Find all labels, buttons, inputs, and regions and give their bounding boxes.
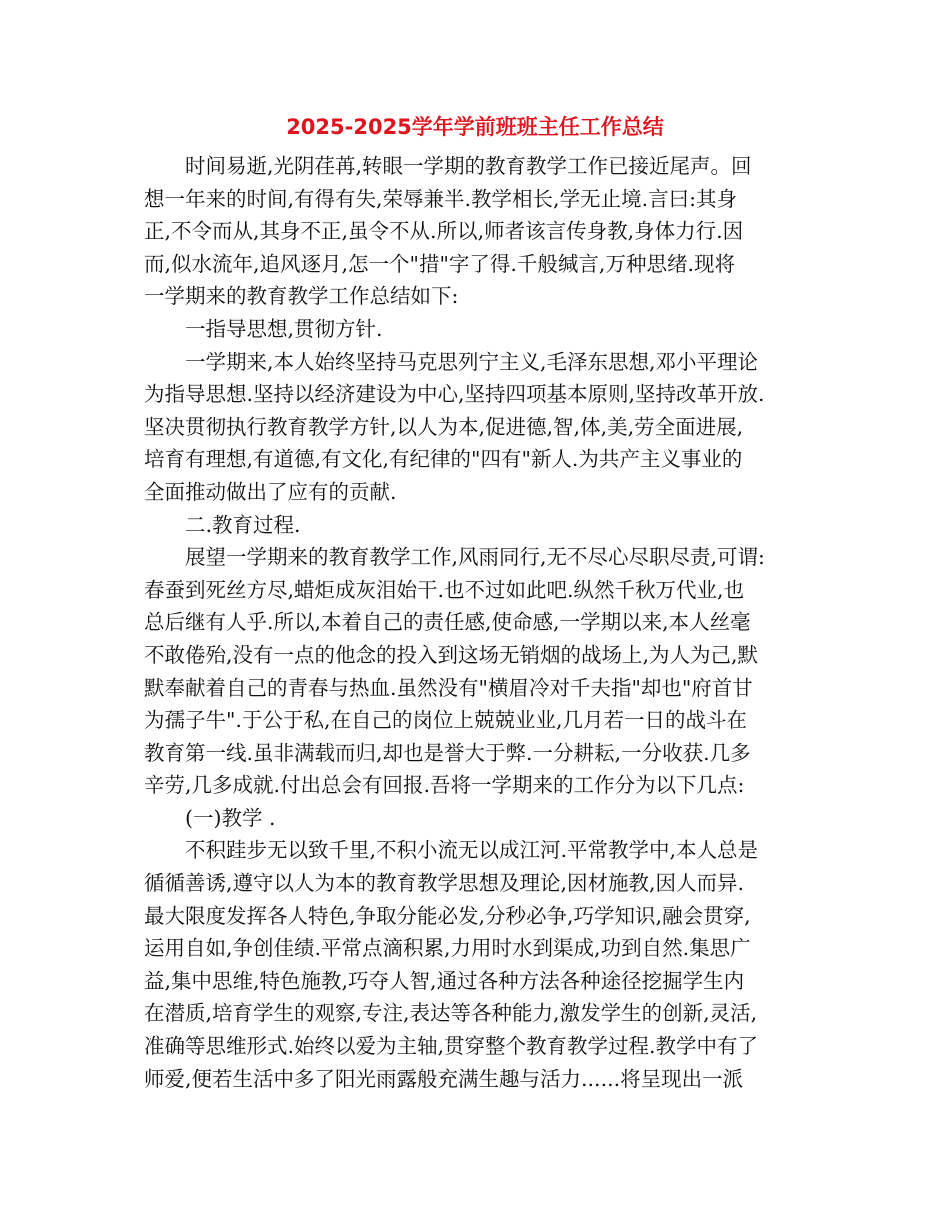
paragraph xyxy=(144,313,808,346)
text-line: 为指导思想.坚持以经济建设为中心,坚持四项基本原则,坚持改革开放. xyxy=(144,382,765,407)
paragraph xyxy=(144,346,808,509)
text-line: 一学期来,本人始终坚持马克思列宁主义,毛泽东思想,邓小平理论 xyxy=(185,349,759,374)
text-line: 师爱,便若生活中多了阳光雨露般充满生趣与活力......将呈现出一派 xyxy=(144,1066,744,1091)
text-line: 循循善诱,遵守以人为本的教育教学思想及理论,因材施教,因人而异. xyxy=(144,871,745,896)
text-line: 想一年来的时间,有得有失,荣辱兼半.教学相长,学无止境.言曰:其身 xyxy=(144,186,737,211)
text-line: 准确等思维形式.始终以爱为主轴,贯穿整个教育教学过程.教学中有了 xyxy=(144,1034,759,1059)
text-line: 时间易逝,光阴荏苒,转眼一学期的教育教学工作已接近尾声。回 xyxy=(185,154,752,178)
text-line: 运用自如,争创佳绩.平常点滴积累,力用时水到渠成,功到自然.集思广 xyxy=(144,936,751,961)
text-line: 辛劳,几多成就.付出总会有回报.吾将一学期来的工作分为以下几点: xyxy=(144,773,745,798)
text-line: 一指导思想,贯彻方针. xyxy=(185,316,383,341)
text-line: 全面推动做出了应有的贡献. xyxy=(144,479,397,504)
text-line: 不积跬步无以致千里,不积小流无以成江河.平常教学中,本人总是 xyxy=(185,838,759,863)
paragraph xyxy=(144,150,808,313)
text-line: 教育第一线.虽非满载而归,却也是誉大于弊.一分耕耘,一分收获.几多 xyxy=(144,740,751,765)
text-line: 正,不令而从,其身不正,虽令不从.所以,师者该言传身教,身体力行.因 xyxy=(144,219,744,244)
text-line: 一学期来的教育教学工作总结如下: xyxy=(144,284,459,309)
text-line: 展望一学期来的教育教学工作,风雨同行,无不尽心尽职尽责,可谓: xyxy=(185,545,765,570)
text-line: 益,集中思维,特色施教,巧夺人智,通过各种方法各种途径挖掘学生内 xyxy=(144,968,745,993)
text-line: 在潜质,培育学生的观察,专注,表达等各种能力,激发学生的创新,灵活, xyxy=(144,1001,758,1026)
text-line: (一)教学 . xyxy=(185,805,276,830)
paragraph xyxy=(144,541,808,802)
text-line: 坚决贯彻执行教育教学方针,以人为本,促进德,智,体,美,劳全面进展, xyxy=(144,414,744,439)
text-line: 不敢倦殆,没有一点的他念的投入到这场无销烟的战场上,为人为己,默 xyxy=(144,642,759,667)
text-line: 最大限度发挥各人特色,争取分能必发,分秒必争,巧学知识,融会贯穿, xyxy=(144,903,751,928)
text-line: 培育有理想,有道德,有文化,有纪律的"四有"新人.为共产主义事业的 xyxy=(144,447,743,472)
text-line: 春蚕到死丝方尽,蜡炬成灰泪始干.也不过如此吧.纵然千秋万代业,也 xyxy=(144,577,745,602)
paragraph xyxy=(144,802,808,835)
text-line: 默奉献着自己的青春与热血.虽然没有"横眉冷对千夫指"却也"府首甘 xyxy=(144,675,753,700)
document-title: 2025-2025学年学前班班主任工作总结 xyxy=(286,115,664,139)
text-line: 总后继有人乎.所以,本着自己的责任感,使命感,一学期以来,本人丝毫 xyxy=(144,610,751,635)
paragraph xyxy=(144,509,808,542)
text-line: 二.教育过程. xyxy=(185,512,301,537)
paragraph xyxy=(144,834,808,1095)
text-line: 为孺子牛".于公于私,在自己的岗位上兢兢业业,几月若一日的战斗在 xyxy=(144,708,747,733)
document-body xyxy=(144,150,808,1095)
text-line: 而,似水流年,追风逐月,怎一个"措"字了得.千般缄言,万种思绪.现将 xyxy=(144,251,735,276)
